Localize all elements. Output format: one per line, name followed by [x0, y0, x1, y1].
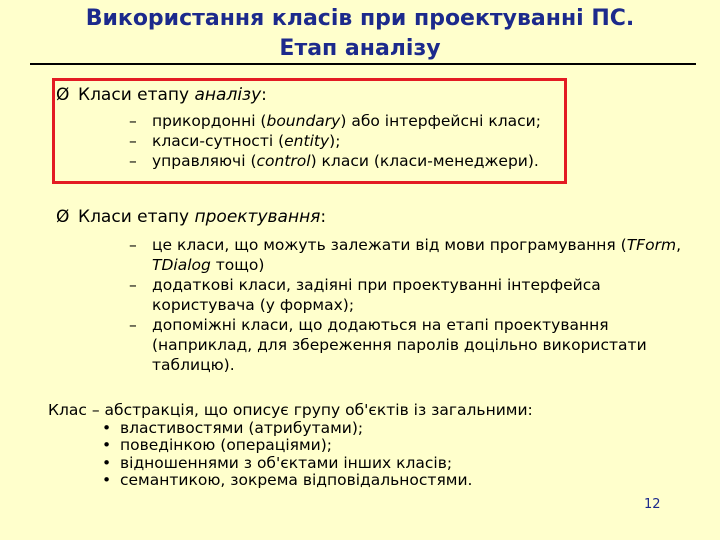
- list-item: [102, 437, 587, 455]
- item-line: таблицю).: [152, 356, 235, 374]
- bullet-dot: •: [102, 453, 112, 472]
- item-line: (наприклад, для збереження паролів доцільно використати: [152, 336, 647, 354]
- item-text: це класи, що можуть залежати від мови програмування (: [152, 236, 627, 254]
- item-emphasis: boundary: [266, 112, 341, 130]
- bullet-text: семантикою, зокрема відповідальностями.: [120, 471, 473, 489]
- bullet-dot: •: [102, 436, 112, 454]
- dash-bullet: –: [129, 276, 137, 294]
- analysis-section: [56, 84, 541, 171]
- item-line: [152, 235, 681, 255]
- heading-emphasis: проектування: [194, 207, 321, 227]
- item-line: додаткові класи, задіяні при проектуванні інтерфейса: [152, 276, 601, 294]
- dash-bullet: –: [129, 152, 137, 170]
- list-item: [102, 455, 587, 473]
- bullet-text: поведінкою (операціями);: [120, 436, 333, 454]
- design-section: [56, 206, 681, 375]
- list-item: [129, 131, 541, 151]
- item-emphasis: TDialog: [152, 256, 211, 274]
- design-heading: [56, 206, 608, 228]
- heading-text: Класи етапу: [78, 207, 195, 227]
- title-line-2: Етап аналізу: [279, 36, 441, 61]
- item-text: тощо): [210, 256, 265, 274]
- definition-intro: Клас – абстракція, що описує групу об'єктів із загальними:: [48, 401, 533, 419]
- item-text: управляючі (: [152, 152, 257, 170]
- item-text: ,: [676, 236, 681, 254]
- heading-suffix: :: [320, 207, 327, 227]
- page-number: 12: [644, 497, 661, 512]
- item-text: класи-сутності (: [152, 132, 285, 150]
- item-emphasis: control: [256, 152, 311, 170]
- item-text: );: [329, 132, 341, 150]
- bullet-dot: •: [102, 418, 112, 437]
- title-line-1: Використання класів при проектуванні ПС.: [85, 6, 635, 31]
- item-text: ) класи (класи-менеджери).: [310, 152, 539, 170]
- list-item: [129, 235, 681, 275]
- heading-text: Класи етапу: [78, 85, 195, 105]
- heading-emphasis: аналізу: [194, 85, 262, 105]
- dash-bullet: –: [129, 316, 137, 334]
- list-item: [129, 275, 681, 315]
- list-item: [129, 111, 541, 131]
- item-emphasis: TForm: [626, 236, 677, 254]
- dash-bullet: –: [129, 132, 137, 150]
- item-line: [152, 255, 681, 275]
- list-item: [129, 315, 681, 375]
- list-item: [102, 472, 587, 490]
- arrow-bullet-icon: Ø: [56, 207, 70, 227]
- slide-title: [40, 4, 680, 64]
- item-line: користувача (у формах);: [152, 296, 355, 314]
- list-item: [129, 151, 541, 171]
- title-underline: [30, 63, 696, 65]
- item-line: допоміжні класи, що додаються на етапі проектування: [152, 316, 609, 334]
- arrow-bullet-icon: Ø: [56, 85, 70, 105]
- class-definition: [48, 402, 533, 490]
- item-emphasis: entity: [284, 132, 330, 150]
- bullet-text: властивостями (атрибутами);: [120, 418, 364, 437]
- list-item: [102, 420, 587, 438]
- bullet-text: відношеннями з об'єктами інших класів;: [120, 453, 453, 472]
- analysis-heading: [56, 84, 468, 106]
- bullet-dot: •: [102, 471, 112, 489]
- heading-suffix: :: [261, 85, 267, 105]
- dash-bullet: –: [129, 112, 137, 130]
- dash-bullet: –: [129, 236, 137, 254]
- item-text: прикордонні (: [152, 112, 267, 130]
- item-text: ) або інтерфейсні класи;: [340, 112, 541, 130]
